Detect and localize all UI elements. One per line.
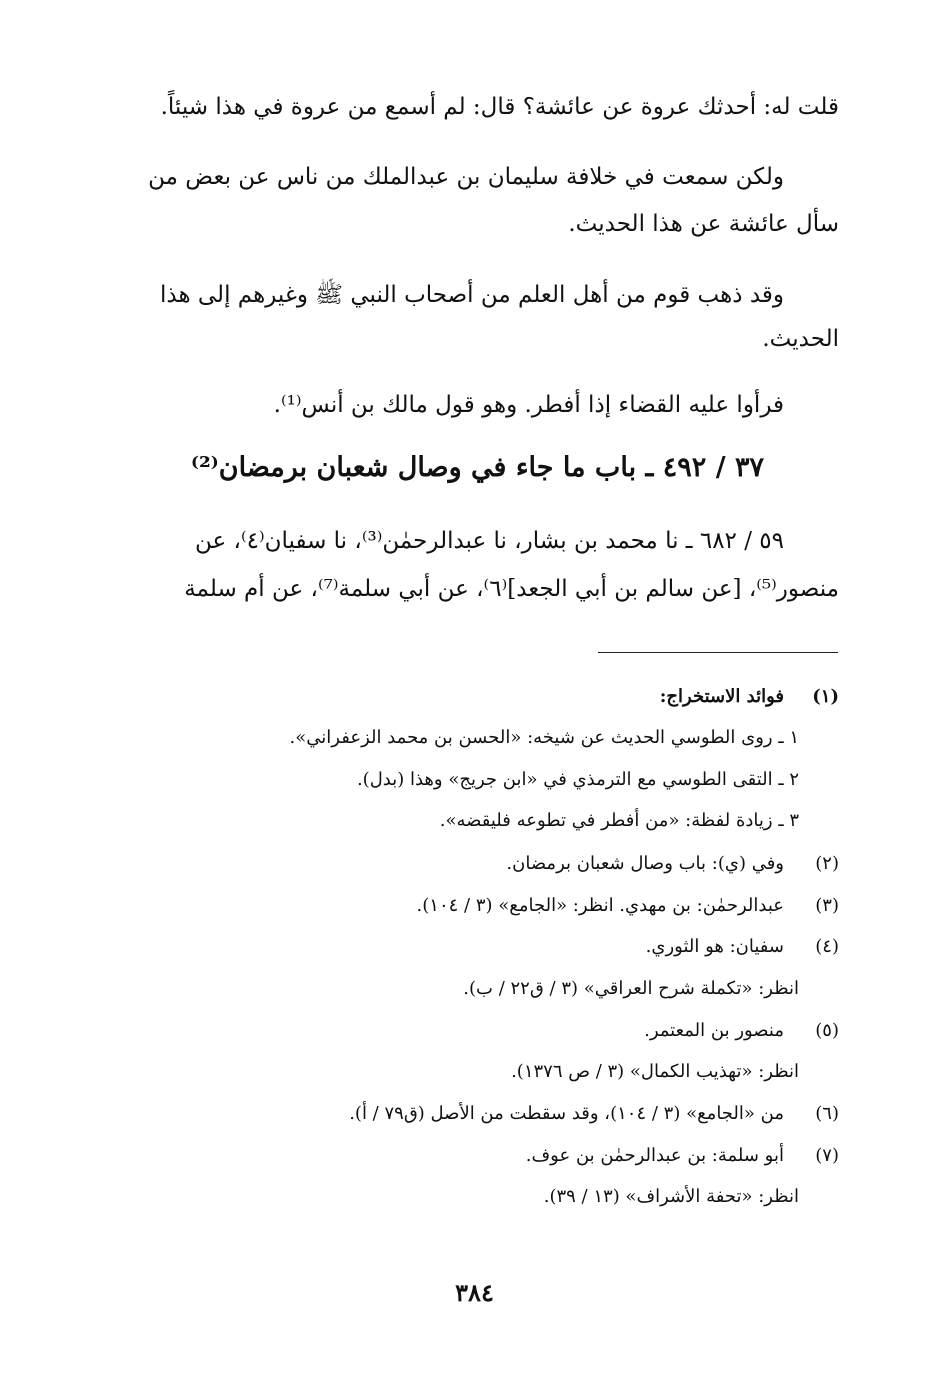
footnote-text: من «الجامع» (٣ / ١٠٤)، وقد سقطت من الأصل (ق٧٩ / أ). — [349, 1103, 784, 1124]
footnote-subitem: ٣ ـ زيادة لفظة: «من أفطر في تطوعه فليقضه». — [439, 810, 799, 831]
footnote-reference: انظر: «تكملة شرح العراقي» (٣ / ق٢٢ / ب). — [463, 978, 799, 999]
footnote-number: (٦) — [815, 1103, 839, 1124]
body-line: فرأوا عليه القضاء إذا أفطر. وهو قول مالك بن أنس⁽¹⁾. — [273, 392, 784, 418]
footnote-reference: انظر: «تحفة الأشراف» (١٣ / ٣٩). — [543, 1186, 799, 1207]
footnote-text: فوائد الاستخراج: — [659, 686, 784, 707]
footnote-text: وفي (ي): باب وصال شعبان برمضان. — [506, 853, 784, 874]
footnote-number: (٣) — [815, 895, 839, 916]
footnote-number: (٢) — [815, 853, 839, 874]
footnote-number: (١) — [812, 686, 839, 707]
body-line: منصور⁽⁵⁾، [عن سالم بن أبي الجعد]⁽٦⁾، عن أبي سلمة⁽⁷⁾، عن أم سلمة — [184, 576, 839, 602]
footnote-reference: انظر: «تهذيب الكمال» (٣ / ص ١٣٧٦). — [511, 1061, 799, 1082]
footnote-separator — [598, 652, 838, 653]
chapter-heading: ٣٧ / ٤٩٢ ـ باب ما جاء في وصال شعبان برمضان⁽²⁾ — [190, 452, 764, 483]
footnote-number: (٤) — [815, 936, 839, 957]
footnote-number: (٥) — [815, 1020, 839, 1041]
footnote-subitem: ٢ ـ التقى الطوسي مع الترمذي في «ابن جريج» وهذا (بدل). — [356, 769, 799, 790]
footnote-subitem: ١ ـ روى الطوسي الحديث عن شيخه: «الحسن بن محمد الزعفراني». — [289, 727, 799, 748]
page-number: ٣٨٤ — [455, 1278, 494, 1307]
body-line: سأل عائشة عن هذا الحديث. — [568, 211, 839, 237]
footnote-text: أبو سلمة: بن عبدالرحمٰن بن عوف. — [525, 1145, 784, 1166]
footnote-number: (٧) — [815, 1145, 839, 1166]
footnote-text: عبدالرحمٰن: بن مهدي. انظر: «الجامع» (٣ / ١٠٤). — [416, 895, 784, 916]
body-line: وقد ذهب قوم من أهل العلم من أصحاب النبي ﷺ وغيرهم إلى هذا — [159, 282, 784, 308]
footnote-text: منصور بن المعتمر. — [644, 1020, 784, 1041]
body-line: ولكن سمعت في خلافة سليمان بن عبدالملك من ناس عن بعض من — [148, 164, 784, 190]
footnote-text: سفيان: هو الثوري. — [645, 936, 784, 957]
body-line: ٥٩ / ٦٨٢ ـ نا محمد بن بشار، نا عبدالرحمٰن⁽³⁾، نا سفيان⁽٤⁾، عن — [194, 528, 784, 554]
body-line: قلت له: أحدثك عروة عن عائشة؟ قال: لم أسمع من عروة في هذا شيئاً. — [160, 94, 839, 120]
body-line: الحديث. — [762, 326, 839, 352]
